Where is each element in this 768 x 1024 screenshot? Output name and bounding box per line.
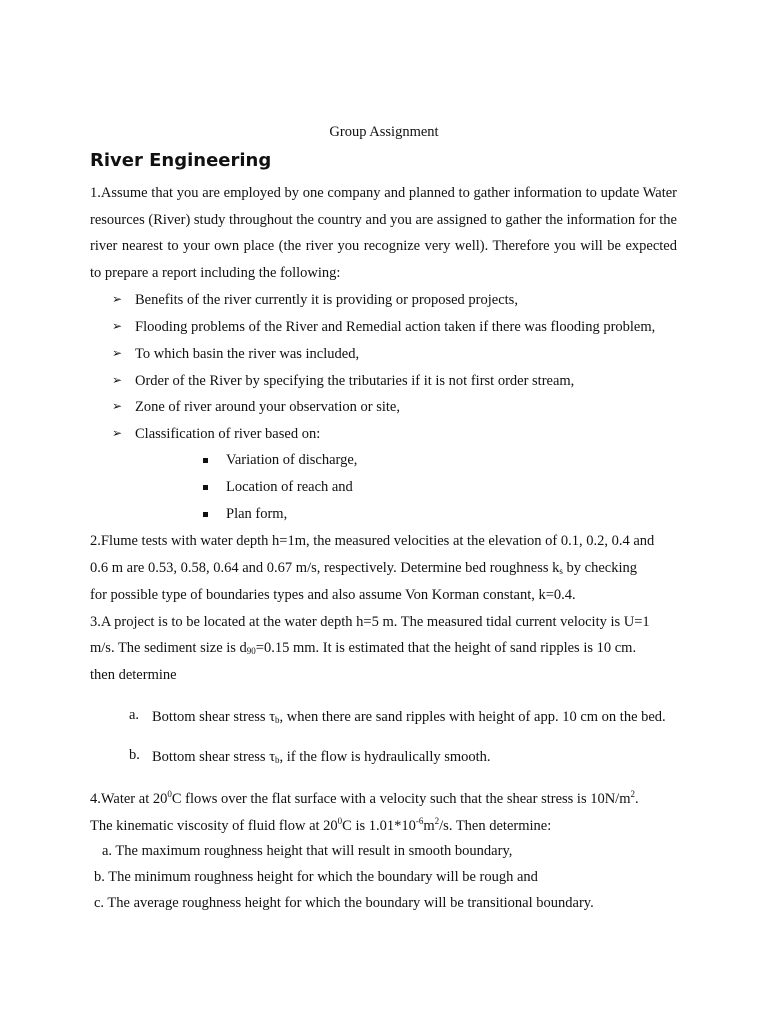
list-marker: b.	[129, 747, 140, 763]
question-4-line: The kinematic viscosity of fluid flow at $20^0C$ is $1.01*10^{-6}m^2/s$. Then determine:	[90, 816, 552, 834]
list-marker: a.	[129, 707, 140, 723]
question-3-line: m/s. The sediment size is $d_{90}=0.15$ mm. It is estimated that the height of sand ripples is 10 cm.	[90, 640, 637, 656]
question-4-line: 4.Water at $20^0C$ flows over the flat surface with a velocity such that the shear stress is $10N/m^2$.	[90, 789, 639, 807]
q1-sub-bullet: Variation of discharge,	[226, 452, 358, 468]
arrow-bullet-icon: ➢	[112, 346, 123, 360]
square-bullet-icon	[203, 512, 208, 517]
q1-bullet: Zone of river around your observation or site,	[135, 399, 400, 415]
arrow-bullet-icon: ➢	[112, 319, 123, 333]
square-bullet-icon	[203, 458, 208, 463]
q1-bullet: Classification of river based on:	[135, 426, 321, 442]
arrow-bullet-icon: ➢	[112, 292, 123, 306]
arrow-bullet-icon: ➢	[112, 426, 123, 440]
question-3-line: then determine	[90, 667, 177, 683]
question-2-line: 2.Flume tests with water depth h=1m, the measured velocities at the elevation of 0.1, 0.2, 0.4 and	[90, 533, 655, 549]
square-bullet-icon	[203, 485, 208, 490]
q1-bullet: Benefits of the river currently it is providing or proposed projects,	[135, 292, 518, 308]
group-assignment-label: Group Assignment	[329, 124, 439, 140]
question-4a-text: a. The maximum roughness height that will result in smooth boundary,	[102, 843, 513, 859]
arrow-bullet-icon: ➢	[112, 373, 123, 387]
q1-bullet: Order of the River by specifying the tributaries if it is not first order stream,	[135, 373, 575, 389]
q1-bullet: Flooding problems of the River and Remedial action taken if there was flooding problem,	[135, 319, 656, 335]
question-3a-text: Bottom shear stress $\tau_b$, when there are sand ripples with height of app. 10 cm on the bed.	[152, 709, 666, 725]
q1-sub-bullet: Location of reach and	[226, 479, 353, 495]
question-1-text: 1.Assume that you are employed by one company and planned to gather information to update Water resources (River) study throughout the country and you are assigned to gather the information for the river nearest to your own place (the river you recognize very well). Therefore you will be expected to prepare a report including the following:	[90, 185, 677, 281]
q1-sub-bullet: Plan form,	[226, 506, 288, 522]
question-2-line: 0.6 m are 0.53, 0.58, 0.64 and 0.67 m/s, respectively. Determine bed roughness $k_s$ by checking	[90, 560, 638, 576]
question-3-line: 3.A project is to be located at the water depth h=5 m. The measured tidal current velocity is U=1	[90, 614, 650, 630]
question-2-line: for possible type of boundaries types and also assume Von Korman constant, k=0.4.	[90, 587, 576, 603]
q1-bullet: To which basin the river was included,	[135, 346, 360, 362]
question-4b-text: b. The minimum roughness height for which the boundary will be rough and	[94, 869, 538, 885]
document-title: River Engineering	[90, 150, 272, 171]
arrow-bullet-icon: ➢	[112, 399, 123, 413]
question-3b-text: Bottom shear stress $\tau_b$, if the flow is hydraulically smooth.	[152, 749, 491, 765]
question-4c-text: c. The average roughness height for which the boundary will be transitional boundary.	[94, 895, 594, 911]
